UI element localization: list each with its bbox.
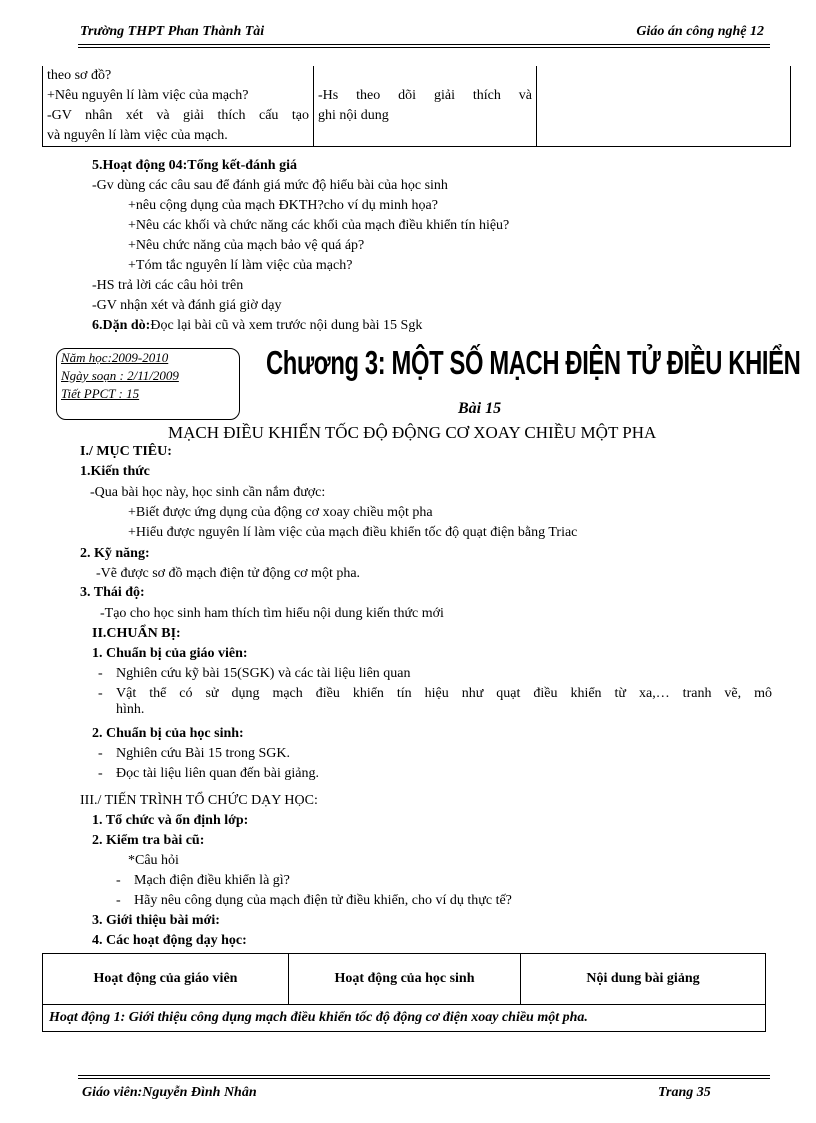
table-header-row bbox=[43, 954, 766, 1005]
prep-bullet: - bbox=[98, 666, 103, 681]
homework-label: 6.Dặn dò: bbox=[92, 318, 151, 333]
skills-text: -Vẽ được sơ đồ mạch điện tử động cơ một pha. bbox=[96, 566, 361, 581]
student-prep-item: Đọc tài liệu liên quan đến bài giảng. bbox=[116, 766, 319, 781]
cell-line: -Hs theo dõi giải thích và bbox=[318, 88, 532, 103]
content-cell bbox=[537, 66, 791, 147]
student-activity-cell bbox=[314, 66, 537, 147]
lesson-info-box bbox=[56, 348, 240, 420]
teacher-activity-cell bbox=[43, 66, 314, 147]
prep-bullet: - bbox=[98, 766, 103, 781]
activity4-heading: 5.Hoạt động 04:Tổng kết-đánh giá bbox=[92, 158, 297, 173]
question-bullet: - bbox=[116, 873, 121, 888]
process-heading: III./ TIẾN TRÌNH TỔ CHỨC DẠY HỌC: bbox=[80, 793, 318, 808]
review-question: Mạch điện điều khiển là gì? bbox=[134, 873, 290, 888]
col-student-activity: Hoạt động của học sinh bbox=[289, 954, 521, 1005]
activity4-question: +nêu cộng dụng của mạch ĐKTH?cho ví dụ minh họa? bbox=[128, 198, 438, 213]
process-step: 2. Kiểm tra bài cũ: bbox=[92, 833, 205, 848]
teacher-prep-item: Nghiên cứu kỹ bài 15(SGK) và các tài liệu liên quan bbox=[116, 666, 411, 681]
footer-rule-thin bbox=[78, 1075, 770, 1076]
activity4-question: +Tóm tắc nguyên lí làm việc của mạch? bbox=[128, 258, 353, 273]
homework-line bbox=[92, 318, 422, 334]
activity4-question: +Nêu các khối và chức năng các khối của mạch điều khiển tín hiệu? bbox=[128, 218, 510, 233]
prep-date: Ngày soạn : 2/11/2009 bbox=[61, 368, 179, 383]
activity4-hs: -HS trả lời các câu hỏi trên bbox=[92, 278, 244, 293]
footer-page: Trang 35 bbox=[658, 1085, 711, 1100]
header-rule-thin bbox=[78, 47, 770, 48]
question-bullet: - bbox=[116, 893, 121, 908]
activity4-gv: -GV nhận xét và đánh giá giờ dạy bbox=[92, 298, 282, 313]
homework-text: Đọc lại bài cũ và xem trước nội dung bài 15 Sgk bbox=[150, 318, 423, 333]
knowledge-item: +Biết được ứng dụng của động cơ xoay chiều một pha bbox=[128, 505, 433, 520]
question-label: *Câu hỏi bbox=[128, 853, 179, 868]
cell-line: ghi nội dung bbox=[318, 108, 389, 123]
process-step: 4. Các hoạt động dạy học: bbox=[92, 933, 247, 948]
cell-line: theo sơ đồ? bbox=[47, 68, 112, 83]
lesson-number: Bài 15 bbox=[458, 400, 502, 417]
school-year: Năm học:2009-2010 bbox=[61, 350, 169, 365]
col-lesson-content: Nội dung bài giảng bbox=[521, 954, 766, 1005]
student-prep-item: Nghiên cứu Bài 15 trong SGK. bbox=[116, 746, 291, 761]
table-row bbox=[43, 1005, 766, 1032]
cell-line: +Nêu nguyên lí làm việc của mạch? bbox=[47, 88, 249, 103]
chapter-title: Chương 3: MỘT SỐ MẠCH ĐIỆN TỬ ĐIỀU KHIỂN bbox=[266, 344, 801, 381]
preparation-heading: II.CHUẨN BỊ: bbox=[92, 626, 181, 641]
process-step: 1. Tổ chức và ổn định lớp: bbox=[92, 813, 249, 828]
cell-line: và nguyên lí làm việc của mạch. bbox=[47, 128, 228, 143]
teacher-prep-item-line: Vật thể có sử dụng mạch điều khiển tín hiệu như quạt điều khiển từ xa,… tranh vẽ, mô bbox=[116, 686, 772, 701]
knowledge-heading: 1.Kiến thức bbox=[80, 464, 150, 479]
prep-bullet: - bbox=[98, 686, 103, 701]
header-subject: Giáo án công nghệ 12 bbox=[636, 24, 764, 39]
footer-rule bbox=[78, 1078, 770, 1079]
teacher-prep-item-line: hình. bbox=[116, 702, 145, 717]
knowledge-item: +Hiểu được nguyên lí làm việc của mạch điều khiển tốc độ quạt điện bằng Triac bbox=[128, 525, 578, 540]
prep-bullet: - bbox=[98, 746, 103, 761]
knowledge-intro: -Qua bài học này, học sinh cần nắm được: bbox=[90, 485, 326, 500]
attitude-text: -Tạo cho học sinh ham thích tìm hiểu nội dung kiến thức mới bbox=[100, 606, 444, 621]
footer-teacher: Giáo viên:Nguyễn Đình Nhân bbox=[82, 1085, 257, 1100]
student-prep-heading: 2. Chuẩn bị của học sinh: bbox=[92, 726, 244, 741]
activity4-question: +Nêu chức năng của mạch bảo vệ quá áp? bbox=[128, 238, 365, 253]
process-step: 3. Giới thiệu bài mới: bbox=[92, 913, 220, 928]
objectives-heading: I./ MỤC TIÊU: bbox=[80, 444, 172, 459]
teacher-prep-heading: 1. Chuẩn bị của giáo viên: bbox=[92, 646, 248, 661]
continuation-table bbox=[42, 66, 791, 147]
attitude-heading: 3. Thái độ: bbox=[80, 585, 145, 600]
header-rule bbox=[78, 44, 770, 45]
teacher-prep-item bbox=[116, 686, 772, 718]
activity1-row: Hoạt động 1: Giới thiệu công dụng mạch điều khiển tốc độ động cơ điện xoay chiều một pha. bbox=[43, 1005, 766, 1032]
lesson-activities-table bbox=[42, 953, 766, 1032]
cell-line: -GV nhân xét và giải thích cấu tạo bbox=[47, 108, 309, 123]
skills-heading: 2. Kỹ năng: bbox=[80, 546, 150, 561]
period-number: Tiết PPCT : 15 bbox=[61, 386, 140, 401]
col-teacher-activity: Hoạt động của giáo viên bbox=[43, 954, 289, 1005]
review-question: Hãy nêu công dụng của mạch điện tử điều khiển, cho ví dụ thực tế? bbox=[134, 893, 512, 908]
activity4-intro: -Gv dùng các câu sau để đánh giá mức độ hiểu bài của học sinh bbox=[92, 178, 448, 193]
lesson-title: MẠCH ĐIỀU KHIỂN TỐC ĐỘ ĐỘNG CƠ XOAY CHIỀU MỘT PHA bbox=[168, 423, 657, 442]
header-school: Trường THPT Phan Thành Tài bbox=[80, 24, 265, 39]
